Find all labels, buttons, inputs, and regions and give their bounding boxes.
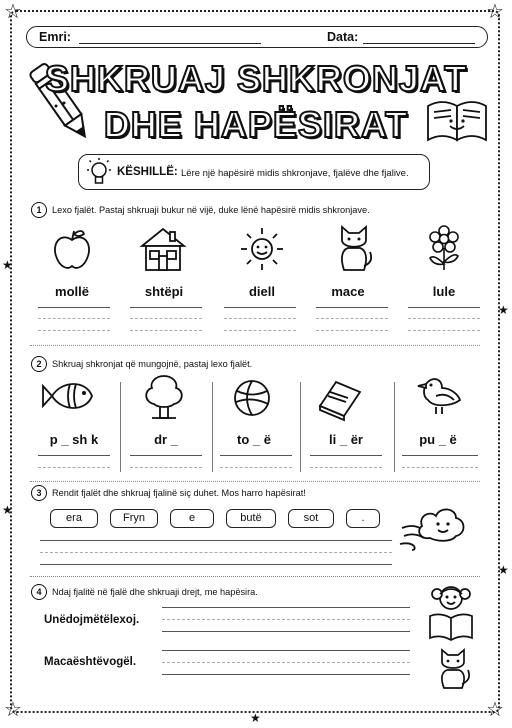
column-divider [212, 382, 213, 472]
word-box[interactable]: . [346, 509, 380, 528]
title-line-1: SHKRUAJ SHKRONJAT [44, 58, 468, 99]
q1-writing-line[interactable] [408, 318, 480, 319]
q1-writing-line[interactable] [224, 318, 296, 319]
sun-icon [238, 226, 286, 272]
q2-word-5: pu _ ë [419, 432, 457, 447]
tip-text: Lëre një hapësirë midis shkronjave, fjalëve dhe fjalive. [181, 168, 409, 179]
word-box[interactable]: era [50, 509, 98, 528]
question-4-instruction: Ndaj fjalitë në fjalë dhe shkruaji drejt, me hapësira. [52, 587, 258, 597]
q2-word-4: li _ ër [329, 432, 363, 447]
q1-word-3: diell [248, 284, 275, 299]
q2-writing-line[interactable] [220, 455, 292, 456]
cat-icon [334, 224, 374, 272]
q2-writing-line[interactable] [38, 455, 110, 456]
star-icon: ☆ [486, 699, 504, 721]
name-date-bar [26, 26, 488, 48]
house-icon [138, 226, 188, 272]
date-field[interactable] [363, 43, 475, 44]
q1-writing-line[interactable] [130, 307, 202, 308]
name-label: Emri: [39, 30, 71, 44]
q2-writing-line[interactable] [310, 455, 382, 456]
q2-word-2: dr _ [154, 432, 178, 447]
q2-word-1: p _ sh k [49, 432, 99, 447]
question-1-instruction: Lexo fjalët. Pastaj shkruaji bukur në vijë, duke lënë hapësirë midis shkronjave. [52, 205, 370, 215]
q2-writing-line[interactable] [220, 467, 292, 468]
question-1-number: 1 [31, 202, 47, 218]
q1-writing-line[interactable] [38, 307, 110, 308]
section-divider [30, 576, 480, 577]
q4-writing-line[interactable] [162, 662, 410, 663]
q1-writing-line[interactable] [316, 307, 388, 308]
q4-writing-line[interactable] [162, 650, 410, 651]
q4-writing-line[interactable] [162, 631, 410, 632]
q4-writing-line[interactable] [162, 674, 410, 675]
q2-writing-line[interactable] [402, 455, 478, 456]
word-box[interactable]: butë [226, 509, 276, 528]
q1-writing-line[interactable] [224, 330, 296, 331]
star-icon: ★ [2, 503, 13, 517]
lightbulb-icon [87, 157, 111, 187]
ball-icon [232, 378, 272, 418]
q1-writing-line[interactable] [38, 330, 110, 331]
question-3-instruction: Rendit fjalët dhe shkruaj fjalinë siç duhet. Mos harro hapësirat! [52, 488, 306, 498]
q2-writing-line[interactable] [130, 467, 202, 468]
q4-sentence-1: Unëdojmëtëlexoj. [44, 614, 140, 626]
flower-icon [424, 224, 464, 272]
wind-cloud-icon [400, 498, 470, 554]
question-3-number: 3 [31, 485, 47, 501]
q4-writing-line[interactable] [162, 607, 410, 608]
q1-word-1: mollë [55, 284, 89, 299]
star-icon: ★ [498, 563, 509, 577]
star-icon: ☆ [4, 699, 22, 721]
column-divider [120, 382, 121, 472]
q1-word-2: shtëpi [144, 284, 184, 299]
star-icon: ★ [250, 711, 261, 725]
q1-word-5: lule [432, 284, 456, 299]
q2-writing-line[interactable] [310, 467, 382, 468]
q2-word-3: to _ ë [237, 432, 271, 447]
q2-writing-line[interactable] [38, 467, 110, 468]
q1-writing-line[interactable] [316, 330, 388, 331]
star-icon: ☆ [4, 1, 22, 23]
q1-writing-line[interactable] [408, 307, 480, 308]
column-divider [394, 382, 395, 472]
column-divider [300, 382, 301, 472]
q2-writing-line[interactable] [130, 455, 202, 456]
tip-box [78, 154, 430, 190]
star-icon: ★ [2, 258, 13, 272]
q4-sentence-2: Macaështëvogël. [44, 656, 137, 668]
apple-icon [52, 228, 92, 272]
question-2-instruction: Shkruaj shkronjat që mungojnë, pastaj lexo fjalët. [52, 359, 253, 369]
q1-writing-line[interactable] [130, 318, 202, 319]
word-box[interactable]: sot [288, 509, 334, 528]
question-2-number: 2 [31, 356, 47, 372]
word-box[interactable]: Fryn [110, 509, 158, 528]
q3-writing-line[interactable] [40, 564, 392, 565]
girl-reading-icon [424, 582, 478, 642]
section-divider [30, 481, 480, 482]
name-field[interactable] [79, 43, 261, 44]
q1-word-4: mace [331, 284, 365, 299]
book-icon [314, 376, 364, 420]
q3-writing-line[interactable] [40, 540, 392, 541]
title-line-2: DHE HAPËSIRAT [103, 104, 409, 145]
section-divider [30, 345, 480, 346]
cat-icon [434, 646, 474, 690]
q1-writing-line[interactable] [408, 330, 480, 331]
q3-writing-line[interactable] [40, 552, 392, 553]
fish-icon [42, 376, 102, 416]
star-icon: ★ [498, 303, 509, 317]
q1-writing-line[interactable] [224, 307, 296, 308]
q1-writing-line[interactable] [38, 318, 110, 319]
q1-writing-line[interactable] [316, 318, 388, 319]
book-icon [424, 96, 490, 146]
date-label: Data: [327, 30, 359, 44]
bird-icon [414, 374, 464, 418]
word-box[interactable]: e [170, 509, 214, 528]
q2-writing-line[interactable] [402, 467, 478, 468]
tip-label: KËSHILLË: [117, 166, 178, 178]
tree-icon [142, 374, 186, 420]
question-4-number: 4 [31, 584, 47, 600]
star-icon: ☆ [486, 1, 504, 23]
q4-writing-line[interactable] [162, 619, 410, 620]
q1-writing-line[interactable] [130, 330, 202, 331]
